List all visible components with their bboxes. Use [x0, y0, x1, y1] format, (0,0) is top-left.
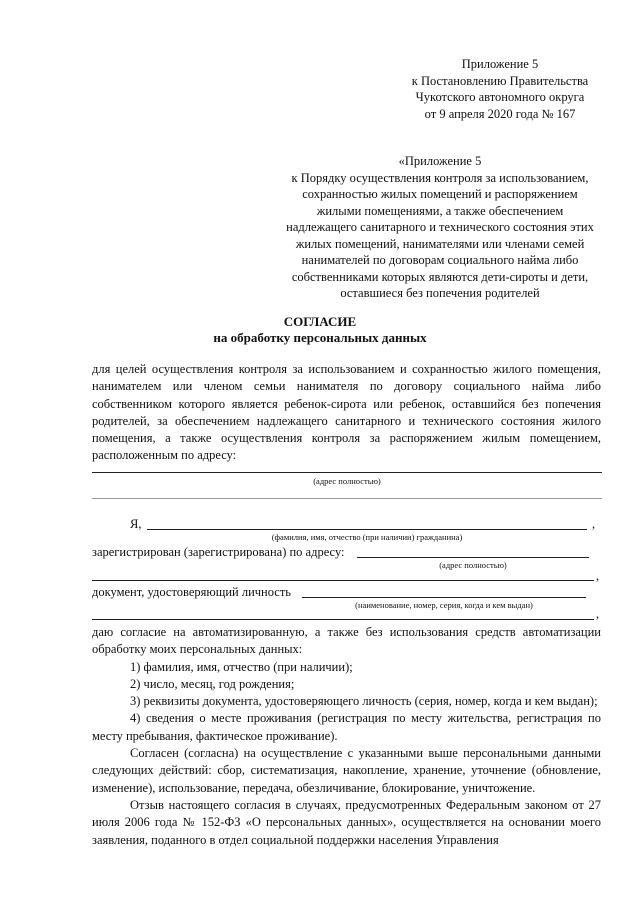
list-item-4: 4) сведения о месте проживания (регистрация по месту жительства, регистрация по месту пребывания, фактическое проживание). — [92, 711, 601, 743]
address-fill-line-2[interactable] — [92, 498, 602, 499]
document-fill-line-2[interactable] — [92, 619, 594, 620]
registered-comma: , — [596, 569, 600, 583]
header-block — [380, 56, 620, 122]
address-fill-line[interactable] — [92, 472, 602, 473]
header-line-4: от 9 апреля 2020 года № 167 — [424, 106, 576, 121]
appendix-line-8: собственниками которых являются дети-сироты и дети, — [291, 269, 589, 284]
document-fill-line[interactable] — [302, 597, 586, 598]
agree-paragraph: Согласен (согласна) на осуществление с указанными выше персональными данными следующих действий: сбор, систематизация, накопление, хранение, уточнение (обновление, изменение), использование, передача, обезличивание, блокирование, уничтожение. — [92, 746, 601, 795]
appendix-line-1: «Приложение 5 — [398, 154, 482, 168]
header-line-2: к Постановлению Правительства — [411, 73, 589, 88]
intro-paragraph: для целей осуществления контроля за использованием и сохранностью жилого помещения, нанимателем или членом семьи нанимателя по договору социального найма либо собственником которого является ребенок-сирота или ребенок, оставшийся без попечения родителей, за обеспечением надлежащего санитарного и технического состояния жилого помещения, а также осуществления контроля за распоряжением жилым помещением, расположенным по адресу: — [92, 362, 601, 463]
list-item-3: 3) реквизиты документа, удостоверяющего личность (серия, номер, когда и кем выдан); — [130, 694, 598, 709]
header-line-1: Приложение 5 — [461, 57, 539, 71]
document-subtitle: на обработку персональных данных — [213, 330, 427, 345]
fio-fill-line[interactable] — [147, 529, 587, 530]
address-hint: (адрес полностью) — [313, 476, 381, 486]
i-label: Я, — [130, 517, 142, 531]
appendix-line-4: жилыми помещениями, а также обеспечением — [316, 203, 564, 218]
appendix-block — [280, 153, 600, 302]
appendix-line-6: жилых помещений, нанимателями или членами семей — [295, 236, 585, 251]
document-label: документ, удостоверяющий личность — [92, 585, 292, 599]
list-item-1: 1) фамилия, имя, отчество (при наличии); — [130, 659, 353, 674]
fio-hint: (фамилия, имя, отчество (при наличии) гражданина) — [271, 532, 463, 542]
document-comma: , — [596, 607, 600, 621]
appendix-line-5: надлежащего санитарного и технического состояния этих — [286, 220, 594, 234]
fio-comma: , — [592, 517, 596, 531]
appendix-line-3: сохранностью жилых помещений и распоряжением — [302, 187, 578, 201]
revoke-paragraph: Отзыв настоящего согласия в случаях, предусмотренных Федеральным законом от 27 июля 2006 года № 152-ФЗ «О персональных данных», осуществляется на основании моего заявления, поданного в отдел социальной поддержки населения Управления — [92, 797, 601, 847]
header-line-3: Чукотского автономного округа — [415, 90, 585, 104]
appendix-line-2: к Порядку осуществления контроля за использованием, — [291, 170, 589, 185]
appendix-line-7: нанимателей по договорам социального найма либо — [301, 253, 579, 267]
document-title: СОГЛАСИЕ — [283, 314, 357, 329]
registered-hint: (адрес полностью) — [439, 560, 507, 570]
body-text — [92, 624, 601, 849]
list-item-2: 2) число, месяц, год рождения; — [130, 676, 295, 691]
consent-paragraph: даю согласие на автоматизированную, а также без использования средств автоматизации обработку моих персональных данных: — [92, 625, 601, 657]
registered-label: зарегистрирован (зарегистрирована) по адресу: — [92, 545, 345, 559]
registered-fill-line[interactable] — [357, 557, 589, 558]
appendix-line-9: оставшиеся без попечения родителей — [340, 286, 540, 300]
document-hint: (наименование, номер, серия, когда и кем выдан) — [355, 600, 533, 610]
registered-fill-line-2[interactable] — [92, 580, 594, 581]
